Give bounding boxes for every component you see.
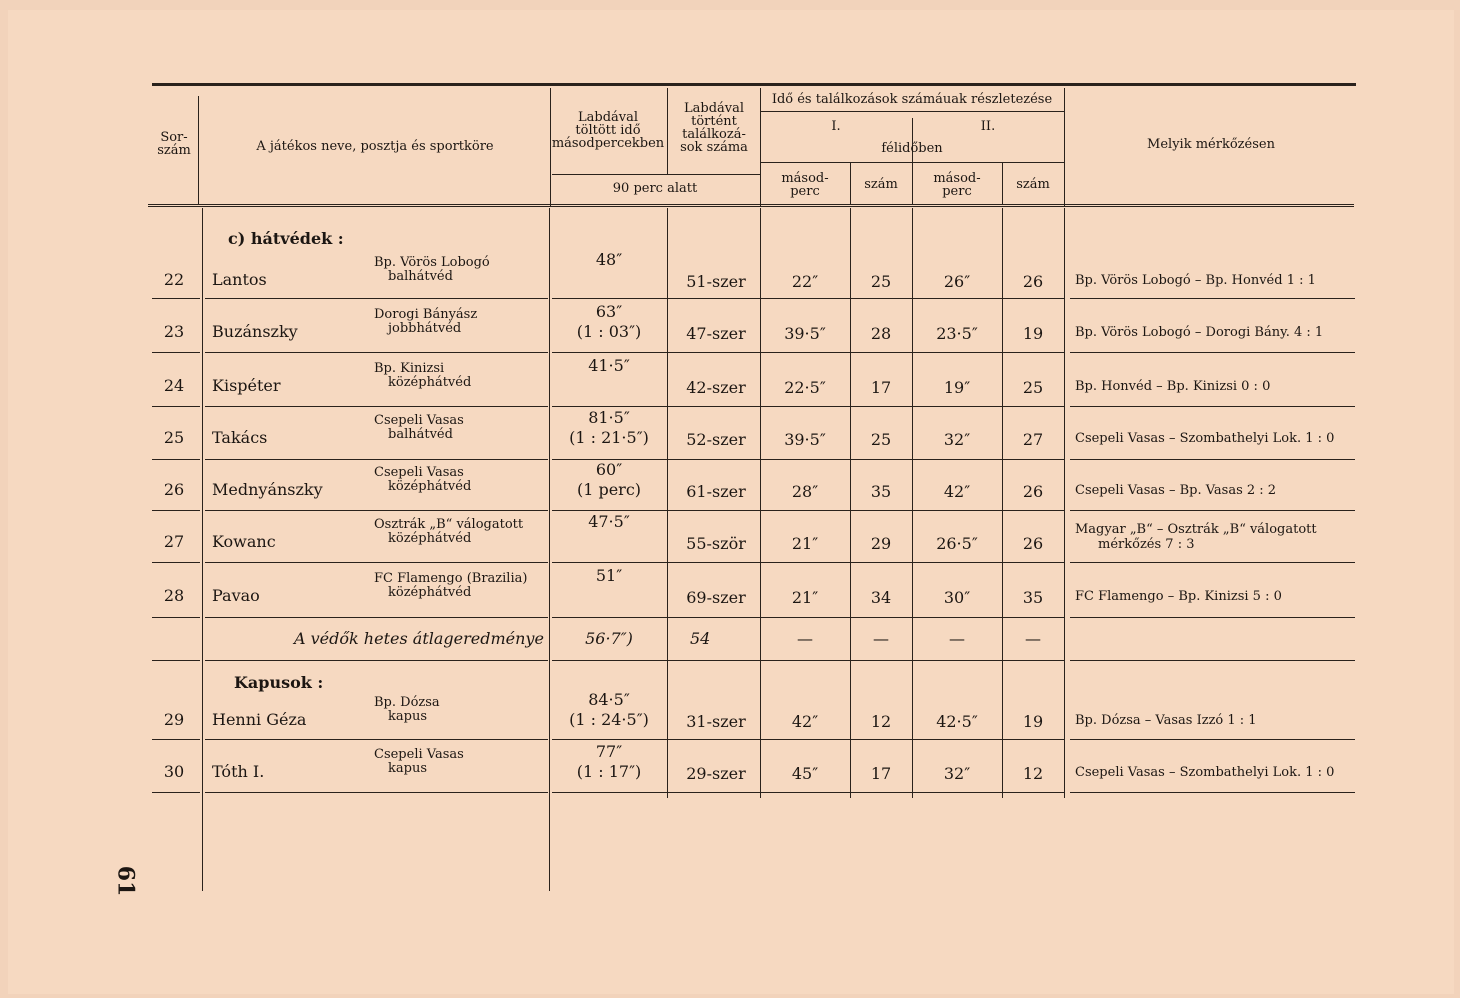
row-number: 29 [163,710,185,729]
player-position: középhátvéd [388,375,472,390]
half1-count: 35 [870,482,892,501]
grid-line-h [205,562,548,563]
ball-time: 41·5″ [588,356,630,375]
grid-line-h [152,660,200,661]
grid-line-h [552,739,1064,740]
ball-contacts: 69-szer [686,588,746,607]
header-half-2: II. [980,119,996,134]
average-label: A védők hetes átlageredménye [294,629,544,648]
grid-line-v [1064,208,1065,798]
match-name: Bp. Vörös Lobogó – Bp. Honvéd 1 : 1 [1075,273,1316,288]
grid-line-h [552,298,1064,299]
player-club: Bp. Vörös Lobogó [374,255,490,270]
half2-count: 26 [1022,272,1044,291]
grid-line-h [1070,739,1355,740]
ball-time-minutes: (1 : 21·5″) [569,428,649,447]
ball-time-minutes: (1 : 17″) [576,762,642,781]
player-name: Lantos [212,270,267,289]
grid-line-h [205,739,548,740]
half1-count: 34 [870,588,892,607]
ball-time: 47·5″ [588,512,630,531]
player-name: Tóth I. [212,762,265,781]
half1-seconds: 21″ [791,534,819,553]
player-name: Buzánszky [212,322,298,341]
page-background [8,10,1454,994]
grid-line-h [1070,406,1355,407]
grid-line-h [152,298,200,299]
ball-contacts: 61-szer [686,482,746,501]
grid-line-h [205,510,548,511]
player-club: Csepeli Vasas [374,465,464,480]
ball-time: 77″ [595,742,623,761]
half2-count: 26 [1022,534,1044,553]
half1-seconds: 22·5″ [784,378,826,397]
match-name: Csepeli Vasas – Szombathelyi Lok. 1 : 0 [1075,765,1335,780]
grid-line-h [552,660,1064,661]
header-detail: Idő és találkozások számáuak részletezése [771,92,1053,107]
match-name-line2: mérkőzés 7 : 3 [1098,537,1195,552]
average-time: 56·7″) [585,629,633,648]
grid-line-h [1070,562,1355,563]
match-name: Bp. Dózsa – Vasas Izzó 1 : 1 [1075,713,1257,728]
half1-count: 28 [870,324,892,343]
ball-time-minutes: (1 : 24·5″) [569,710,649,729]
grid-line-h [205,617,548,618]
grid-line-h [552,792,1064,793]
player-position: jobbhátvéd [388,321,462,336]
half2-seconds: 19″ [943,378,971,397]
half2-seconds: 26″ [943,272,971,291]
grid-line-h [1070,617,1355,618]
grid-line-h [152,562,200,563]
player-name: Kowanc [212,532,276,551]
half2-count: 12 [1022,764,1044,783]
header-player: A játékos neve, posztja és sportköre [256,139,494,154]
row-number: 26 [163,480,185,499]
ball-time: 48″ [595,250,623,269]
grid-line-h [152,459,200,460]
grid-line-h [205,352,548,353]
player-position: balhátvéd [388,269,453,284]
player-name: Mednyánszky [212,480,323,499]
match-name: Bp. Vörös Lobogó – Dorogi Bány. 4 : 1 [1075,325,1324,340]
player-position: balhátvéd [388,427,453,442]
grid-line-h [1070,660,1355,661]
half1-seconds: 45″ [791,764,819,783]
grid-line-h [148,206,1354,207]
row-number: 28 [163,586,185,605]
half1-seconds: 42″ [791,712,819,731]
player-club: Csepeli Vasas [374,413,464,428]
grid-line-v [760,208,761,798]
grid-line-h [152,792,200,793]
player-position: kapus [388,709,427,724]
grid-line-h [1070,459,1355,460]
row-number: 30 [163,762,185,781]
player-club: Csepeli Vasas [374,747,464,762]
grid-line-h [1070,352,1355,353]
grid-line-h [205,660,548,661]
header-90-minutes: 90 perc alatt [612,181,698,196]
player-position: kapus [388,761,427,776]
ball-time: 81·5″ [588,408,630,427]
match-name: Magyar „B“ – Osztrák „B“ válogatott [1075,522,1317,537]
player-name: Pavao [212,586,260,605]
average-dash-2: — [873,629,889,648]
half1-count: 12 [870,712,892,731]
half2-seconds: 32″ [943,430,971,449]
half2-count: 25 [1022,378,1044,397]
average-dash-1: — [797,629,813,648]
player-position: középhátvéd [388,531,472,546]
grid-line-v [549,208,550,891]
header-which-match: Melyik mérkőzésen [1147,137,1275,152]
grid-line-h [1070,792,1355,793]
half1-seconds: 22″ [791,272,819,291]
grid-line-h [1070,298,1355,299]
player-name: Henni Géza [212,710,307,729]
grid-line-v [850,208,851,798]
ball-contacts: 52-szer [686,430,746,449]
half1-count: 17 [870,764,892,783]
ball-time-minutes: (1 : 03″) [576,322,642,341]
grid-line-v [912,208,913,798]
header-seconds-1: másod- perc [781,171,829,199]
match-name: FC Flamengo – Bp. Kinizsi 5 : 0 [1075,589,1282,604]
match-name: Csepeli Vasas – Szombathelyi Lok. 1 : 0 [1075,431,1335,446]
row-number: 24 [163,376,185,395]
half1-seconds: 21″ [791,588,819,607]
grid-line-h [552,352,1064,353]
player-club: Bp. Kinizsi [374,361,445,376]
grid-line-v [1064,88,1065,206]
average-dash-4: — [1025,629,1041,648]
grid-line-h [552,510,1064,511]
match-name: Bp. Honvéd – Bp. Kinizsi 0 : 0 [1075,379,1271,394]
row-number: 25 [163,428,185,447]
grid-line-h [152,739,200,740]
header-count-2: szám [1016,177,1050,192]
grid-line-h [205,459,548,460]
half2-count: 27 [1022,430,1044,449]
grid-line-h [552,562,1064,563]
section-goalkeepers-title: Kapusok : [234,673,324,692]
player-club: Dorogi Bányász [374,307,478,322]
grid-line-v [198,96,199,204]
section-defenders-title: c) hátvédek : [228,229,344,248]
player-position: középhátvéd [388,585,472,600]
half2-seconds: 42·5″ [936,712,978,731]
ball-time: 84·5″ [588,690,630,709]
ball-contacts: 47-szer [686,324,746,343]
half2-count: 19 [1022,324,1044,343]
half2-seconds: 42″ [943,482,971,501]
grid-line-h [205,792,548,793]
match-name: Csepeli Vasas – Bp. Vasas 2 : 2 [1075,483,1277,498]
half1-seconds: 28″ [791,482,819,501]
half1-count: 25 [870,430,892,449]
player-name: Kispéter [212,376,281,395]
grid-line-h [552,617,1064,618]
grid-line-h [552,174,760,175]
grid-line-h [148,204,1354,205]
header-seconds-2: másod- perc [933,171,981,199]
average-count: 54 [690,629,711,648]
grid-line-h [1070,510,1355,511]
header-ball-contacts: Labdával történt találkozá- sok száma [680,101,748,155]
half2-seconds: 30″ [943,588,971,607]
half2-seconds: 26·5″ [936,534,978,553]
grid-line-v [202,208,203,891]
ball-contacts: 55-ször [686,534,746,553]
half1-count: 25 [870,272,892,291]
player-name: Takács [212,428,268,447]
grid-line-v [1002,208,1003,798]
grid-line-h [205,406,548,407]
half2-count: 35 [1022,588,1044,607]
player-club: Osztrák „B“ válogatott [374,517,524,532]
player-position: középhátvéd [388,479,472,494]
ball-time: 51″ [595,566,623,585]
ball-time: 60″ [595,460,623,479]
half1-seconds: 39·5″ [784,324,826,343]
ball-contacts: 42-szer [686,378,746,397]
half2-seconds: 23·5″ [936,324,978,343]
header-sorszam: Sor- szám [157,130,191,158]
grid-line-h [152,617,200,618]
ball-contacts: 31-szer [686,712,746,731]
header-ball-time: Labdával töltött idő másodpercekben [551,110,665,151]
half1-count: 29 [870,534,892,553]
row-number: 27 [163,532,185,551]
half2-seconds: 32″ [943,764,971,783]
row-number: 22 [163,270,185,289]
player-club: FC Flamengo (Brazilia) [374,571,528,586]
ball-time: 63″ [595,302,623,321]
ball-contacts: 29-szer [686,764,746,783]
header-count-1: szám [864,177,898,192]
header-halves: félidőben [881,141,943,156]
grid-line-h [152,406,200,407]
half2-count: 19 [1022,712,1044,731]
ball-contacts: 51-szer [686,272,746,291]
grid-line-h [152,510,200,511]
grid-line-h [760,111,1064,112]
average-dash-3: — [949,629,965,648]
half1-count: 17 [870,378,892,397]
grid-line-v [667,208,668,798]
grid-line-h [152,352,200,353]
half1-seconds: 39·5″ [784,430,826,449]
ball-time-minutes: (1 perc) [576,480,642,499]
grid-line-h [552,406,1064,407]
player-club: Bp. Dózsa [374,695,440,710]
row-number: 23 [163,322,185,341]
grid-line-h [205,298,548,299]
header-half-1: I. [831,119,841,134]
half2-count: 26 [1022,482,1044,501]
grid-line-h [152,83,1356,86]
page-number: 61 [112,865,139,897]
